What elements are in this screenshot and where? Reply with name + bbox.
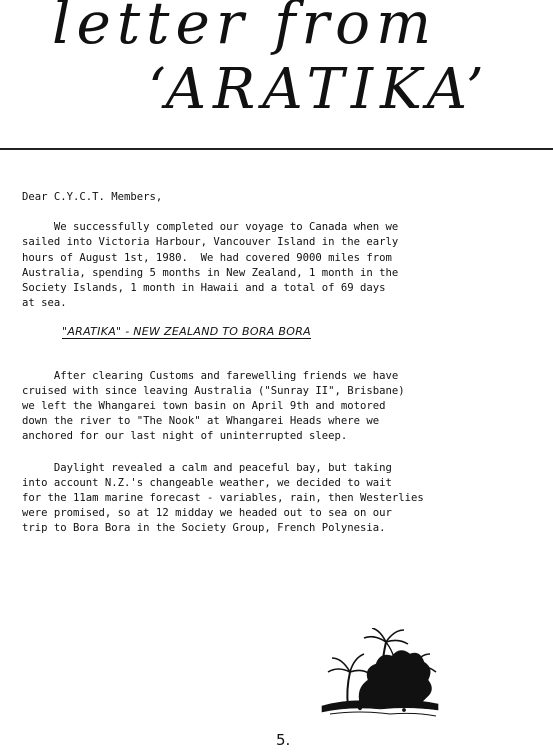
section-heading-wrap bbox=[62, 324, 552, 340]
text-line: at sea. bbox=[22, 297, 67, 310]
paragraph-voyage-summary bbox=[22, 220, 552, 311]
paragraph-gap bbox=[22, 445, 552, 461]
text-line: down the river to "The Nook" at Whangarei Heads where we bbox=[22, 415, 380, 428]
title-aratika: ‘ARATIKA’ bbox=[148, 57, 491, 122]
text-line: After clearing Customs and farewelling friends we have bbox=[22, 369, 399, 382]
header-divider bbox=[0, 148, 553, 150]
text-line: anchored for our last night of uninterrupted sleep. bbox=[22, 430, 348, 443]
text-line: We successfully completed our voyage to Canada when we bbox=[22, 221, 399, 234]
paragraph-weather bbox=[22, 461, 552, 537]
page-number: 5. bbox=[276, 731, 291, 749]
letter-body bbox=[22, 190, 552, 537]
text-line: hours of August 1st, 1980. We had covered 9000 miles from bbox=[22, 251, 392, 264]
text-line: Society Islands, 1 month in Hawaii and a total of 69 days bbox=[22, 282, 386, 295]
text-line: into account N.Z.'s changeable weather, we decided to wait bbox=[22, 476, 392, 489]
text-line: cruised with since leaving Australia ("Sunray II", Brisbane) bbox=[22, 384, 405, 397]
text-line: trip to Bora Bora in the Society Group, French Polynesia. bbox=[22, 522, 386, 535]
paragraph-departure bbox=[22, 369, 552, 445]
salutation: Dear C.Y.C.T. Members, bbox=[22, 191, 163, 203]
text-line: sailed into Victoria Harbour, Vancouver Island in the early bbox=[22, 236, 399, 249]
palm-island-illustration bbox=[320, 628, 440, 720]
text-line: we left the Whangarei town basin on April 9th and motored bbox=[22, 400, 386, 413]
section-heading: "ARATIKA" - NEW ZEALAND TO BORA BORA bbox=[62, 325, 312, 339]
text-line: Australia, spending 5 months in New Zealand, 1 month in the bbox=[22, 266, 399, 279]
title-letter-from: letter from bbox=[52, 0, 438, 57]
text-line: Daylight revealed a calm and peaceful bay, but taking bbox=[22, 461, 392, 474]
text-line: for the 11am marine forecast - variables, rain, then Westerlies bbox=[22, 492, 424, 505]
text-line: were promised, so at 12 midday we headed out to sea on our bbox=[22, 507, 392, 520]
